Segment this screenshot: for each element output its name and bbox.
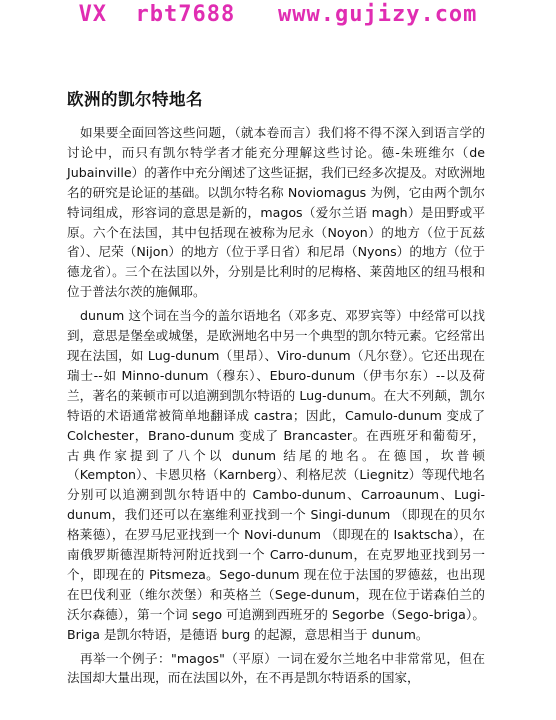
paragraph: 再举一个例子："magos"（平原）一词在爱尔兰地名中非常常见，但在法国却大量出现，而在法国以外，在不再是凯尔特语系的国家， <box>67 650 485 686</box>
page-body <box>67 86 485 692</box>
paragraph: 如果要全面回答这些问题，（就本卷而言）我们将不得不深入到语言学的讨论中，而只有凯尔特学者才能充分理解这些讨论。德-朱班维尔（de Jubainville）的著作中充分阐述了这些证据，我们已经多次提及。对欧洲地名的研究是论证的基础。以凯尔特名称 Noviomagus 为例，它由两个凯尔特词组成，形容词的意思是新的，magos（爱尔兰语 magh）是田野或平原。六个在法国，其中包括现在被称为尼永（Noyon）的地方（位于瓦兹省）、尼荣（Nijon）的地方（位于孚日省）和尼昂（Nyons）的地方（位于德龙省）。三个在法国以外，分别是比利时的尼梅格、莱茵地区的纽马根和位于普法尔茨的施佩耶。 <box>67 125 485 300</box>
paragraph: dunum 这个词在当今的盖尔语地名（邓多克、邓罗宾等）中经常可以找到，意思是堡垒或城堡，是欧洲地名中另一个典型的凯尔特元素。它经常出现在法国，如 Lug-dunum（里昂）、Viro-dunum（凡尔登）。它还出现在瑞士--如 Minno-dunum（穆东）、Eburo-dunum（伊韦尔东）--以及荷兰，著名的莱顿市可以追溯到凯尔特语的 Lug-dunum。在大不列颠，凯尔特语的术语通常被简单地翻译成 castra；因此，Camulo-dunum 变成了 Colchester，Brano-dunum 变成了 Brancaster。在西班牙和葡萄牙，古典作家提到了八个以 dunum 结尾的地名。在德国，坎普顿（Kempton）、卡恩贝格（Karnberg）、利格尼茨（Liegnitz）等现代地名分别可以追溯到凯尔特语中的 Cambo-dunum、Carroaunum、Lugi-dunum，我们还可以在塞维利亚找到一个 Singi-dunum （即现在的贝尔格莱德），在罗马尼亚找到一个 Novi-dunum （即现在的 Isaktscha），在南俄罗斯德涅斯特河附近找到一个 Carro-dunum，在克罗地亚找到另一个，即现在的 Pitsmeza。Sego-dunum 现在位于法国的罗德兹，也出现在巴伐利亚（维尔茨堡）和英格兰（Sege-dunum，现在位于诺森伯兰的沃尔森德），第一个词 sego 可追溯到西班牙的 Segorbe（Sego-briga）。Briga 是凯尔特语，是德语 burg 的起源，意思相当于 dunum。 <box>67 308 485 642</box>
watermark: VX rbt7688 www.gujizy.com <box>78 2 478 27</box>
section-title: 欧洲的凯尔特地名 <box>67 90 203 109</box>
